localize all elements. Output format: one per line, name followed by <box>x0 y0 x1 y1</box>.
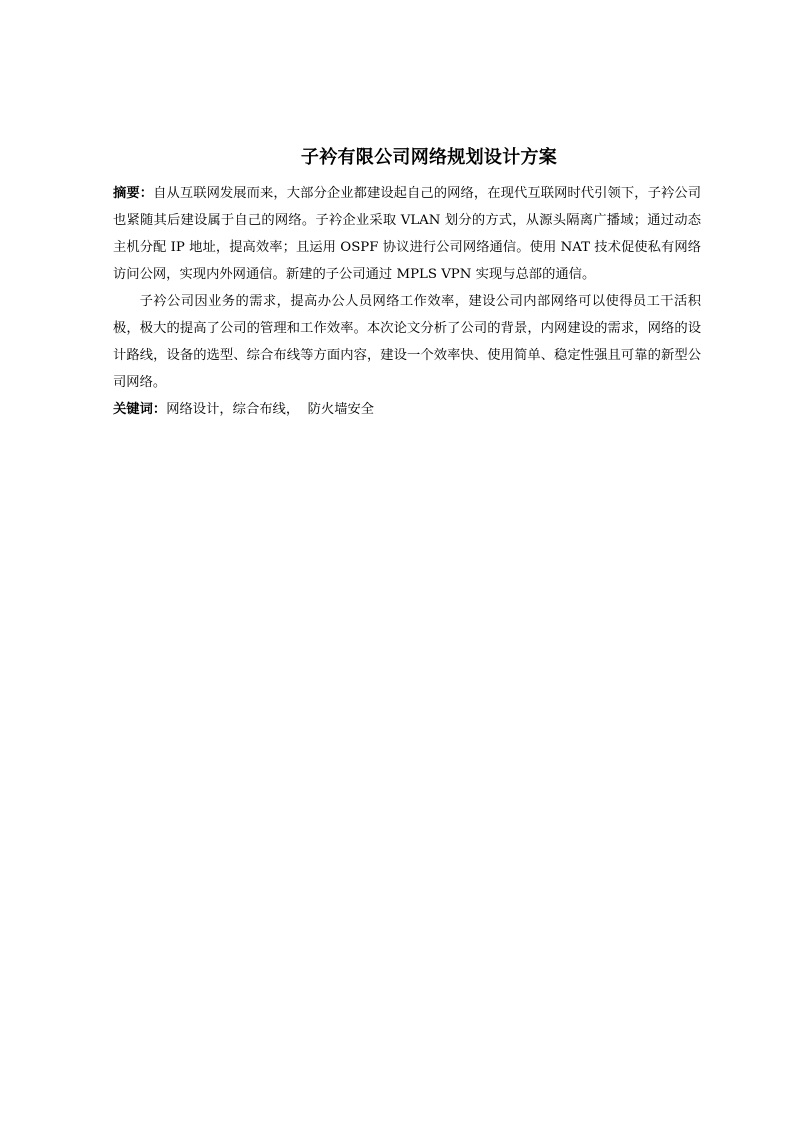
body-paragraph: 子衿公司因业务的需求，提高办公人员网络工作效率，建设公司内部网络可以使得员工干活积极，极大的提高了公司的管理和工作效率。本次论文分析了公司的背景，内网建设的需求，网络的设计路线，设备的选型、综合布线等方面内容，建设一个效率快、使用简单、稳定性强且可靠的新型公司网络。 <box>113 294 701 390</box>
document-body <box>113 180 701 423</box>
keywords-label: 关键词： <box>113 402 167 417</box>
abstract-label: 摘要： <box>113 186 154 201</box>
keywords-text: 网络设计，综合布线， 防火墙安全 <box>166 402 375 417</box>
abstract-text: 自从互联网发展而来，大部分企业都建设起自己的网络，在现代互联网时代引领下，子衿公司也紧随其后建设属于自己的网络。子衿企业采取 VLAN 划分的方式，从源头隔离广播域；通过动态主机分配 IP 地址，提高效率；且运用 OSPF 协议进行公司网络通信。使用 NAT 技术促使私有网络访问公网，实现内外网通信。新建的子公司通过 MPLS VPN 实现与总部的通信。 <box>113 186 702 282</box>
keywords-paragraph <box>113 396 701 423</box>
document-title: 子衿有限公司网络规划设计方案 <box>300 147 558 168</box>
abstract-paragraph <box>113 180 701 288</box>
